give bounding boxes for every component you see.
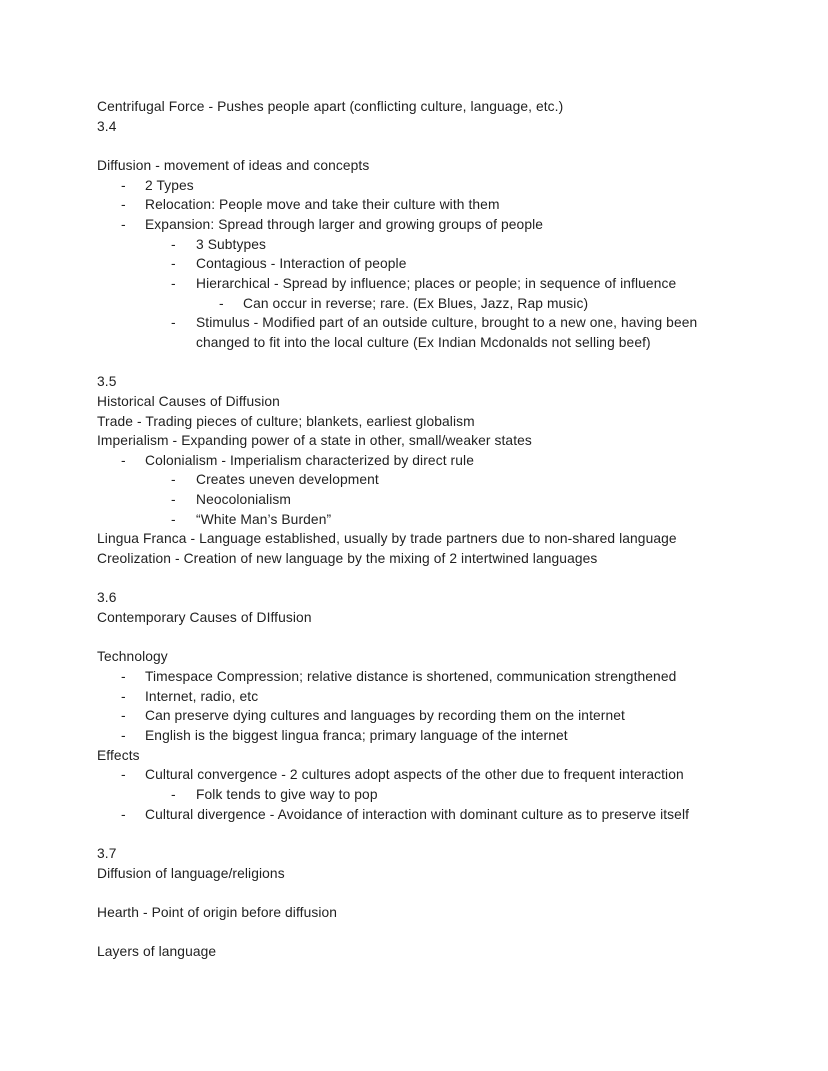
blank-line	[97, 569, 734, 589]
line-text: Cultural divergence - Avoidance of interaction with dominant culture as to preserve itself	[145, 806, 690, 822]
bullet-item	[97, 805, 734, 825]
paragraph-line	[97, 549, 734, 569]
line-text: Timespace Compression; relative distance is shortened, communication strengthened	[145, 669, 677, 685]
bullet-item	[97, 274, 734, 294]
bullet-item	[97, 726, 734, 746]
line-text: Colonialism - Imperialism characterized by direct rule	[145, 452, 474, 468]
line-text: Hierarchical - Spread by influence; places or people; in sequence of influence	[196, 275, 677, 291]
bullet-dash: -	[121, 728, 126, 743]
bullet-dash: -	[121, 216, 126, 232]
line-text: 2 Types	[145, 177, 194, 193]
bullet-dash: -	[171, 275, 176, 291]
line-text: Technology	[97, 649, 168, 665]
bullet-item	[97, 176, 734, 196]
bullet-dash: -	[171, 786, 176, 802]
paragraph-line	[97, 333, 734, 353]
bullet-dash: -	[121, 806, 126, 822]
bullet-dash: -	[121, 669, 126, 685]
line-text: Historical Causes of Diffusion	[97, 393, 280, 409]
line-text: Relocation: People move and take their culture with them	[145, 197, 500, 213]
bullet-item	[97, 451, 734, 471]
line-text: Internet, radio, etc	[145, 688, 259, 704]
line-text: 3.4	[97, 118, 117, 134]
paragraph-line	[97, 903, 734, 923]
blank-line	[97, 923, 734, 943]
bullet-dash: -	[171, 315, 176, 331]
bullet-dash: -	[171, 472, 176, 488]
bullet-dash: -	[121, 452, 126, 468]
paragraph-line	[97, 392, 734, 412]
line-text: Cultural convergence - 2 cultures adopt aspects of the other due to frequent interaction	[145, 767, 684, 783]
bullet-dash: -	[171, 236, 176, 252]
paragraph-line	[97, 412, 734, 432]
bullet-item	[97, 687, 734, 707]
bullet-dash: -	[121, 708, 126, 724]
bullet-dash: -	[171, 511, 176, 527]
bullet-item	[97, 470, 734, 490]
paragraph-line	[97, 372, 734, 392]
line-text: Diffusion - movement of ideas and concepts	[97, 157, 370, 173]
blank-line	[97, 883, 734, 903]
paragraph-line	[97, 942, 734, 962]
line-text: Trade - Trading pieces of culture; blankets, earliest globalism	[97, 413, 475, 429]
paragraph-line	[97, 117, 734, 137]
bullet-dash: -	[171, 256, 176, 272]
line-text: 3.6	[97, 590, 117, 606]
bullet-item	[97, 254, 734, 274]
line-text: changed to fit into the local culture (Ex Indian Mcdonalds not selling beef)	[196, 334, 651, 350]
line-text: Can preserve dying cultures and languages by recording them on the internet	[145, 708, 625, 724]
line-text: 3 Subtypes	[196, 236, 267, 252]
line-text: Stimulus - Modified part of an outside culture, brought to a new one, having been	[196, 315, 698, 331]
paragraph-line	[97, 864, 734, 884]
line-text: Hearth - Point of origin before diffusion	[97, 904, 338, 920]
line-text: Folk tends to give way to pop	[196, 786, 378, 802]
paragraph-line	[97, 156, 734, 176]
bullet-dash: -	[121, 177, 126, 193]
blank-line	[97, 136, 734, 156]
line-text: Creolization - Creation of new language by the mixing of 2 intertwined languages	[97, 551, 598, 567]
blank-line	[97, 824, 734, 844]
bullet-item	[97, 294, 734, 314]
bullet-item	[97, 510, 734, 530]
paragraph-line	[97, 588, 734, 608]
line-text: Creates uneven development	[196, 472, 379, 488]
paragraph-line	[97, 529, 734, 549]
paragraph-line	[97, 97, 734, 117]
bullet-dash: -	[121, 767, 126, 783]
bullet-item	[97, 785, 734, 805]
paragraph-line	[97, 431, 734, 451]
bullet-item	[97, 490, 734, 510]
bullet-dash: -	[171, 492, 176, 508]
paragraph-line	[97, 608, 734, 628]
line-text: Can occur in reverse; rare. (Ex Blues, Jazz, Rap music)	[243, 295, 589, 311]
bullet-dash: -	[219, 295, 224, 311]
line-text: Effects	[97, 747, 140, 763]
line-text: Centrifugal Force - Pushes people apart (conflicting culture, language, etc.)	[97, 99, 564, 114]
bullet-item	[97, 195, 734, 215]
bullet-dash: -	[121, 688, 126, 704]
line-text: Layers of language	[97, 944, 217, 960]
bullet-item	[97, 765, 734, 785]
paragraph-line	[97, 647, 734, 667]
bullet-item	[97, 215, 734, 235]
bullet-item	[97, 235, 734, 255]
line-text: English is the biggest lingua franca; primary language of the internet	[145, 728, 568, 743]
line-text: 3.7	[97, 845, 117, 861]
blank-line	[97, 353, 734, 373]
document-content	[97, 97, 734, 962]
paragraph-line	[97, 844, 734, 864]
line-text: Imperialism - Expanding power of a state in other, small/weaker states	[97, 433, 532, 449]
line-text: Diffusion of language/religions	[97, 865, 285, 881]
bullet-dash: -	[121, 197, 126, 213]
line-text: Contemporary Causes of DIffusion	[97, 610, 312, 626]
blank-line	[97, 628, 734, 648]
bullet-item	[97, 706, 734, 726]
line-text: Expansion: Spread through larger and growing groups of people	[145, 216, 544, 232]
line-text: 3.5	[97, 374, 117, 390]
bullet-item	[97, 313, 734, 333]
line-text: Contagious - Interaction of people	[196, 256, 407, 272]
paragraph-line	[97, 746, 734, 766]
line-text: Neocolonialism	[196, 492, 291, 508]
line-text: “White Man’s Burden”	[196, 511, 332, 527]
bullet-item	[97, 667, 734, 687]
line-text: Lingua Franca - Language established, usually by trade partners due to non-shared language	[97, 531, 677, 547]
